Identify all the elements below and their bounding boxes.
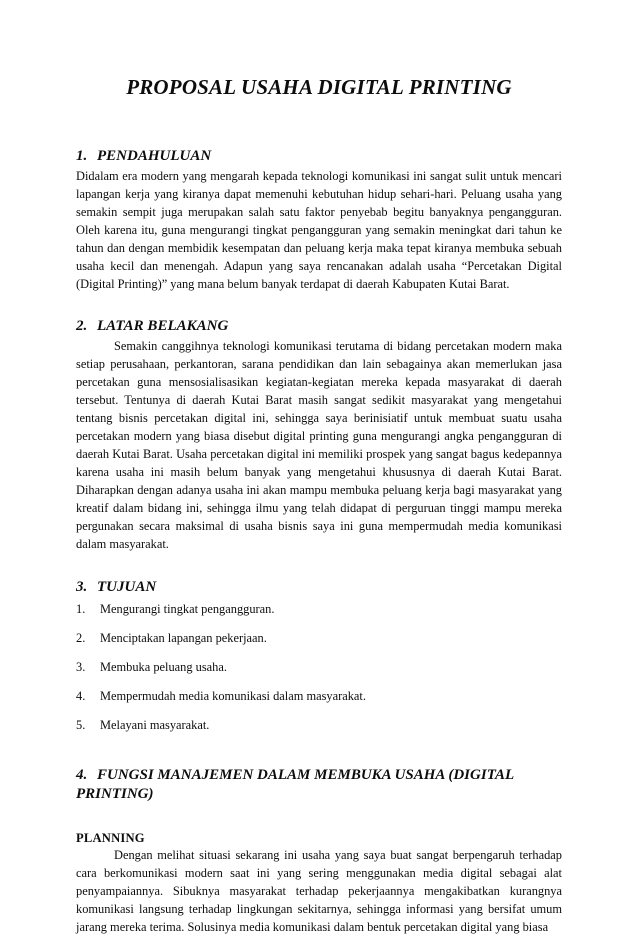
section-heading-3 (76, 578, 562, 598)
section-number-2: 2. (76, 318, 88, 335)
spacer (76, 293, 562, 317)
planning-paragraph: Dengan melihat situasi sekarang ini usaha yang saya buat sangat berpengaruh terhadap cara berkomunikasi modern saat ini yang sering menggunakan media digital sebagai alat penyampaiannya. Sibuknya masyarakat terhadap pekerjaannya mengakibatkan kurangnya komunikasi langsung terhadap lingkungan sekitarnya, sehingga informasi yang bersifat umum jarang mereka terima. Solusinya media komunikasi dalam bentuk percetakan digital yang biasa (76, 847, 562, 934)
planning-subheading: PLANNING (76, 830, 145, 845)
list-item-label: Mengurangi tingkat pengangguran. (100, 601, 275, 616)
list-item-marker: 4. (76, 688, 86, 703)
section-heading-4 (76, 766, 562, 805)
list-item-label: Membuka peluang usaha. (100, 659, 227, 674)
tujuan-list (76, 601, 562, 735)
section-number-1: 1. (76, 148, 88, 165)
list-item-label: Mempermudah media komunikasi dalam masyarakat. (100, 688, 366, 703)
section-title-2: LATAR BELAKANG (97, 318, 229, 335)
list-item (76, 601, 562, 619)
section-number-3: 3. (76, 579, 88, 596)
list-item-marker: 5. (76, 717, 86, 732)
section-title-4: FUNGSI MANAJEMEN DALAM MEMBUKA USAHA (DIGITAL PRINTING) (76, 766, 514, 802)
list-item (76, 630, 562, 648)
spacer (76, 100, 562, 147)
section-2-paragraph: Semakin canggihnya teknologi komunikasi terutama di bidang percetakan modern maka setiap perusahaan, perkantoran, sarana pendidikan dan lain sebagainya akan memerlukan jasa percetakan guna mensosialisasikan kegiatan-kegiatan mereka kepada masyarakat di daerah tersebut. Tentunya di daerah Kutai Barat masih sangat sedikit masyarakat yang mengetahui tentang bisnis percetakan digital ini, sehingga saya berinisiatif untuk membuat suatu usaha percetakan modern yang biasa disebut digital printing guna mengurangi angka pengangguran di daerah Kutai Barat. Usaha percetakan digital ini memiliki prospek yang sangat bagus kedepannya karena usaha ini masih belum banyak yang mengetahui khususnya di daerah Kutai Barat. Diharapkan dengan adanya usaha ini akan mampu membuka peluang kerja bagi masyarakat yang kreatif dalam bidang ini, sehingga ilmu yang telah didapat di perguruan tinggi mampu mereka pergunakan secara maksimal di usaha bisnis saya ini guna mempermudah media komunikasi dalam masyarakat. (76, 338, 562, 552)
section-heading-2 (76, 317, 562, 337)
spacer (76, 553, 562, 578)
list-item (76, 688, 562, 706)
list-item-marker: 2. (76, 630, 86, 645)
list-item (76, 717, 562, 735)
section-heading-1 (76, 147, 562, 167)
list-item-label: Menciptakan lapangan pekerjaan. (100, 630, 267, 645)
list-item (76, 659, 562, 677)
spacer (76, 735, 562, 766)
section-1-paragraph: Didalam era modern yang mengarah kepada teknologi komunikasi ini sangat sulit untuk mencari lapangan kerja yang kiranya dapat memenuhi kebutuhan hidup sehari-hari. Peluang usaha yang semakin sempit juga merupakan salah satu faktor penyebab begitu banyaknya pengangguran. Oleh karena itu, guna mengurangi tingkat pengangguran yang semakin meningkat dari tahun ke tahun dan dengan membidik kesempatan dan peluang kerja maka tepat kiranya membuka sebuah usaha kecil dan menengah. Adapun yang saya rencanakan adalah usaha “Percetakan Digital (Digital Printing)” yang mana belum banyak terdapat di daerah Kabupaten Kutai Barat. (76, 168, 562, 291)
page-title: PROPOSAL USAHA DIGITAL PRINTING (126, 75, 512, 99)
list-item-marker: 1. (76, 601, 86, 616)
spacer (76, 805, 562, 831)
section-title-1: PENDAHULUAN (97, 148, 212, 165)
list-item-label: Melayani masyarakat. (100, 717, 210, 732)
list-item-marker: 3. (76, 659, 86, 674)
section-title-3: TUJUAN (97, 579, 157, 596)
section-number-4: 4. (76, 766, 88, 783)
